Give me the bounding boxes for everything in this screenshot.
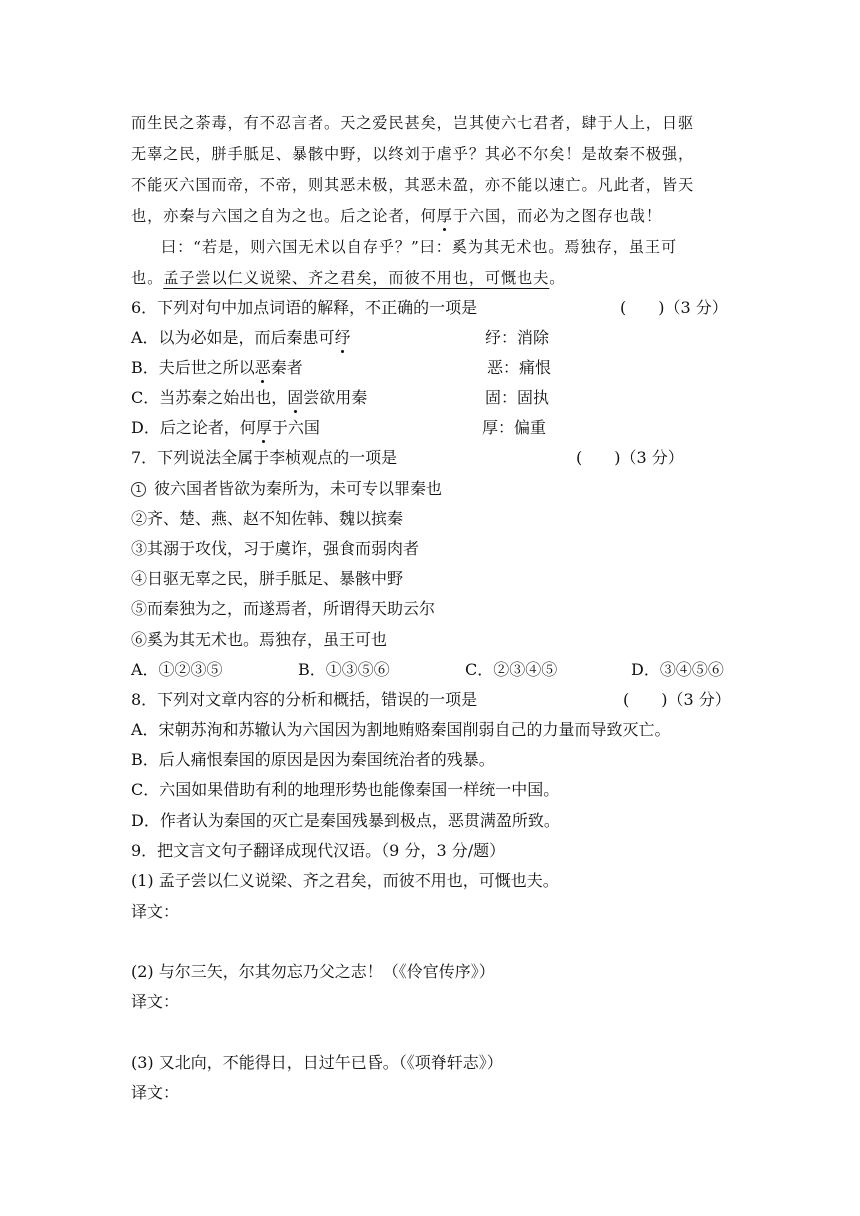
- q6-option-c: [131, 388, 367, 408]
- q9-answer-label: 译文：: [131, 1083, 180, 1102]
- question-9-stem: 9．把文言文句子翻译成现代汉语。（9 分，3 分/题）: [131, 841, 506, 860]
- question-7-stem: 7．下列说法全属于李桢观点的一项是: [131, 448, 398, 467]
- q6-gloss-b: 恶：痛恨: [487, 358, 552, 377]
- underlined-sentence: 孟子尝以仁义说梁、齐之君矣，而彼不用也，可慨也夫: [163, 269, 550, 287]
- q6-option-a: [131, 328, 351, 348]
- circled-number: 1: [131, 482, 146, 497]
- q6-gloss-a: 纾：消除: [485, 328, 550, 347]
- passage-line: 不能灭六国而帝，不帝，则其恶未极，其恶未盈，亦不能以速亡。凡此者，皆天: [131, 176, 695, 194]
- q8-option-c: C．六国如果借助有利的地理形势也能像秦国一样统一中国。: [131, 780, 560, 799]
- passage-line: 无辜之民，胼手胝足、暴骸中野，以终刘于虐乎？其必不尔矣！是故秦不极强，: [131, 145, 695, 163]
- emphasis-dot-char: 固: [287, 388, 304, 407]
- passage-text: 于六国，而必为之图存也哉！: [452, 207, 662, 225]
- q7-item-3: ③其溺于攻伐，习于虞诈，强食而弱肉者: [131, 539, 420, 558]
- q6-gloss-c: 固：固执: [485, 388, 550, 407]
- passage-text: 也，亦秦与六国之自为之也。后之论者，何: [131, 207, 437, 225]
- q7-item-2: ②齐、楚、燕、赵不知佐韩、魏以摈秦: [131, 509, 404, 528]
- q8-option-a: A．宋朝苏洵和苏辙认为六国因为割地贿赂秦国削弱自己的力量而导致灭亡。: [131, 720, 671, 739]
- passage-line: 曰：“若是，则六国无术以自存乎？”曰：奚为其无术也。焉独存，虽王可: [161, 238, 678, 256]
- answer-paren: ( )（3 分）: [623, 690, 731, 709]
- q9-answer-label: 译文：: [131, 992, 180, 1011]
- option-text: 尝欲用秦: [303, 388, 368, 407]
- q7-choice-c: C．②③④⑤: [465, 660, 558, 679]
- option-text: 秦者: [270, 358, 303, 377]
- q9-answer-label: 译文：: [131, 902, 180, 921]
- emphasis-dot-char: 厚: [436, 207, 453, 225]
- q7-item-5: ⑤而秦独为之，而遂焉者，所谓得天助云尔: [131, 599, 436, 618]
- q7-item-6: ⑥奚为其无术也。焉独存，虽王可也: [131, 630, 388, 649]
- question-6-stem: 6．下列对句中加点词语的解释，不正确的一项是: [131, 298, 478, 317]
- question-8-stem: 8．下列对文章内容的分析和概括，错误的一项是: [131, 690, 478, 709]
- q7-choice-b: B．①③⑤⑥: [298, 660, 390, 679]
- option-text: C．当苏秦之始出也，: [131, 388, 288, 407]
- answer-paren: ( )（3 分）: [576, 448, 684, 467]
- emphasis-dot-char: 恶: [254, 358, 271, 377]
- q6-gloss-d: 厚：偏重: [482, 418, 547, 437]
- passage-text: 。: [549, 269, 566, 287]
- answer-paren: ( )（3 分）: [620, 298, 728, 317]
- q6-option-b: [131, 358, 303, 378]
- passage-line: 而生民之荼毒，有不忍言者。天之爱民甚矣，岂其使六七君者，肆于人上，日驱: [131, 114, 695, 132]
- option-text: 于六国: [271, 418, 320, 437]
- q6-option-d: [131, 418, 320, 438]
- passage-line: [131, 268, 565, 288]
- q7-choice-d: D．③④⑤⑥: [631, 660, 724, 679]
- passage-text: 也。: [131, 269, 164, 287]
- option-text: B．夫后世之所以: [131, 358, 255, 377]
- q7-item-1: [131, 479, 442, 499]
- option-text: A．以为必如是，而后秦患可: [131, 328, 335, 347]
- emphasis-dot-char: 厚: [255, 418, 272, 437]
- q8-option-d: D．作者认为秦国的灭亡是秦国残暴到极点，恶贯满盈所致。: [131, 811, 560, 830]
- q9-sentence-1: (1) 孟子尝以仁义说梁、齐之君矣，而彼不用也，可慨也夫。: [131, 871, 559, 890]
- q7-choice-a: A．①②③⑤: [131, 660, 223, 679]
- q7-item-4: ④日驱无辜之民，胼手胝足、暴骸中野: [131, 569, 404, 588]
- emphasis-dot-char: 纾: [334, 328, 351, 347]
- passage-line: [131, 206, 662, 226]
- q9-sentence-2: (2) 与尔三矢，尔其勿忘乃父之志！（《伶官传序》）: [131, 962, 495, 981]
- item-text: 彼六国者皆欲为秦所为，未可专以罪秦也: [154, 479, 443, 498]
- q9-sentence-3: (3) 又北向，不能得日，日过午已昏。（《项脊轩志》）: [131, 1053, 503, 1072]
- option-text: D．后之论者，何: [131, 418, 256, 437]
- q8-option-b: B．后人痛恨秦国的原因是因为秦国统治者的残暴。: [131, 750, 495, 769]
